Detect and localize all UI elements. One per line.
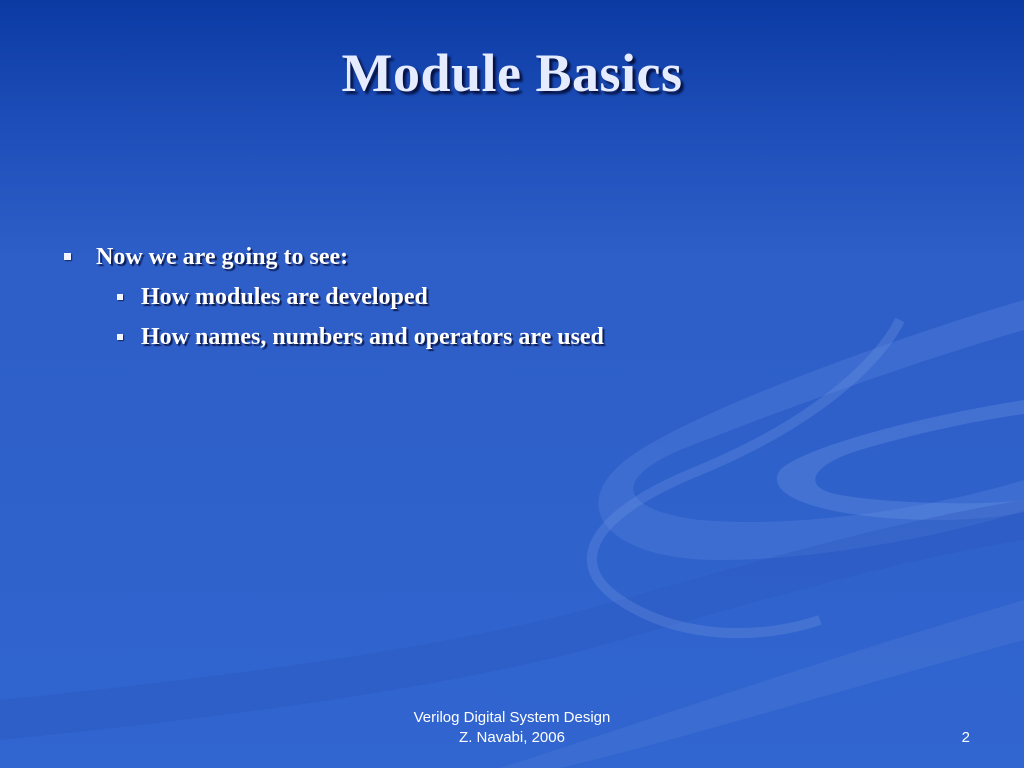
square-bullet-icon (117, 334, 123, 340)
bullet-list (60, 244, 960, 364)
bullet-item-level2 (60, 324, 960, 364)
square-bullet-icon (117, 294, 123, 300)
page-number: 2 (961, 729, 970, 746)
footer-credit (362, 708, 662, 748)
bullet-text: How names, numbers and operators are used (141, 324, 604, 350)
slide-title: Module Basics (341, 43, 683, 103)
footer-course-title: Verilog Digital System Design (413, 709, 611, 726)
bullet-text: Now we are going to see: (96, 244, 349, 270)
bullet-text: How modules are developed (141, 284, 428, 310)
footer-author: Z. Navabi, 2006 (459, 729, 565, 746)
bullet-item-level1 (60, 244, 960, 284)
square-bullet-icon (64, 253, 71, 260)
bullet-item-level2 (60, 284, 960, 324)
